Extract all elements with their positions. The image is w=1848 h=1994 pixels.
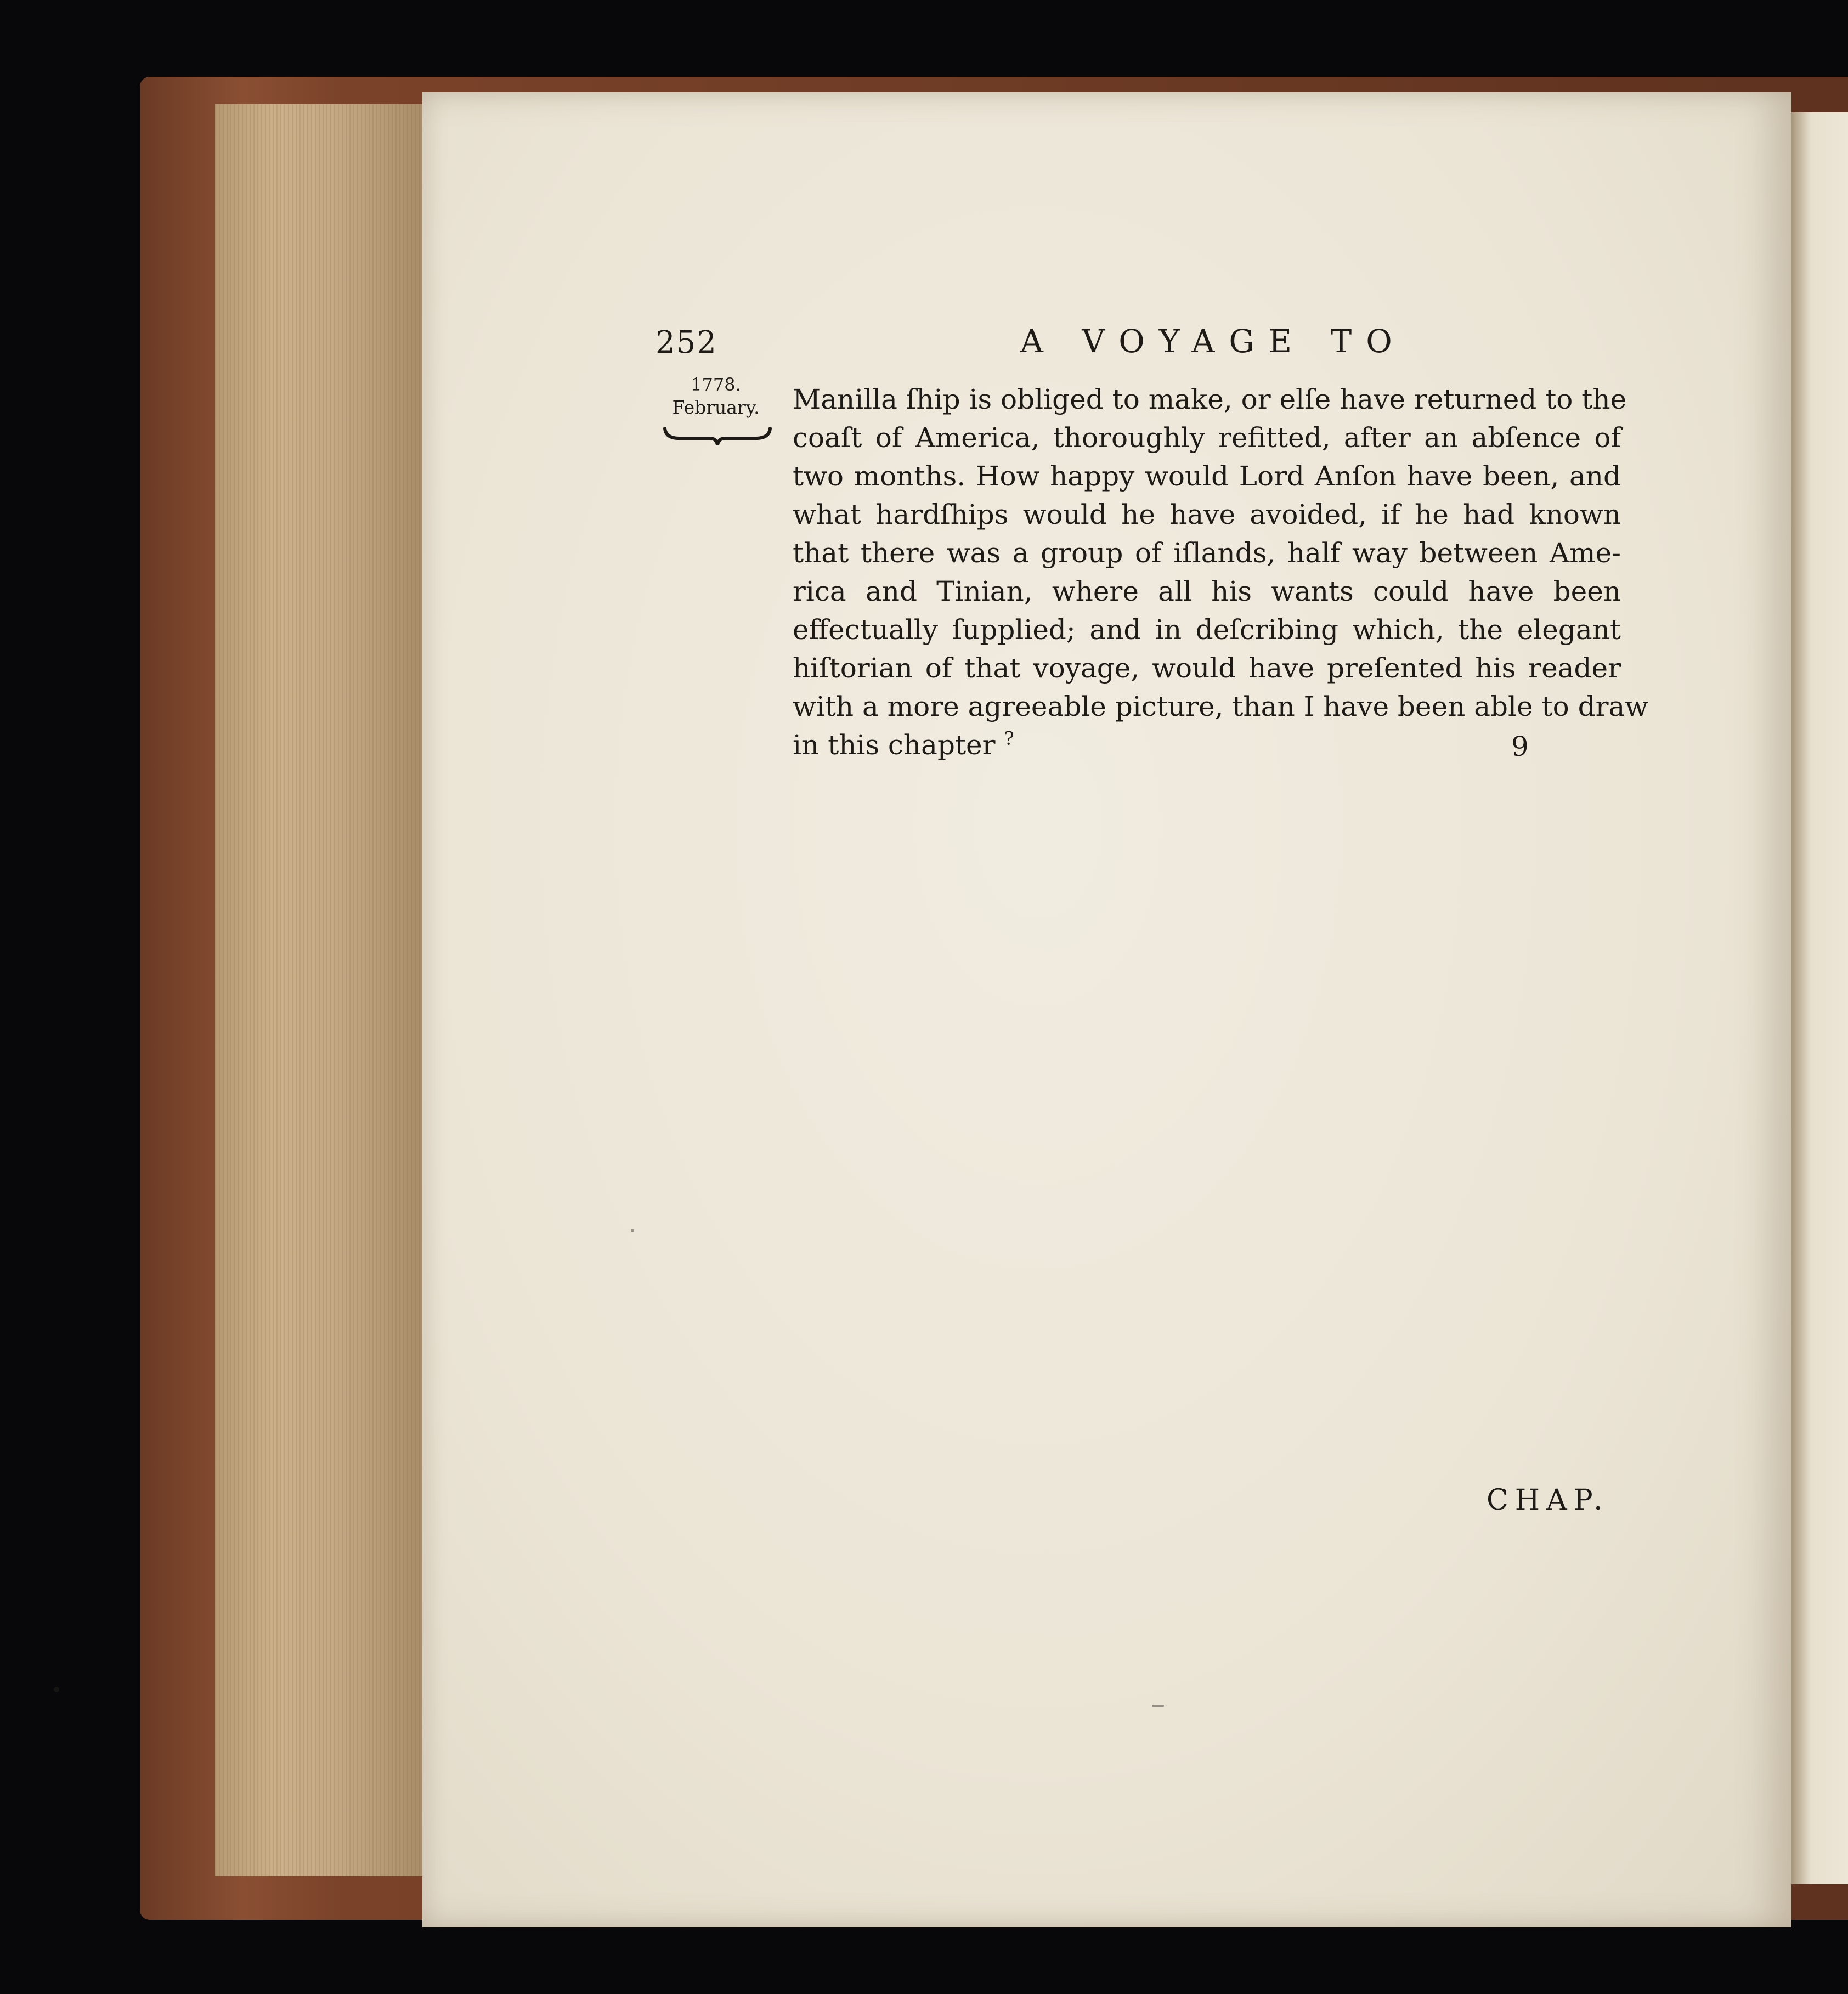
- margin-month: February.: [672, 397, 760, 418]
- margin-note: [666, 373, 765, 419]
- catchword: CHAP.: [1487, 1484, 1609, 1517]
- dust-speck: [54, 1687, 59, 1692]
- margin-year: 1778.: [691, 374, 741, 395]
- body-line: coaſt of America, thoroughly refitted, after an abſence of: [793, 422, 1621, 454]
- body-line: rica and Tinian, where all his wants could have been: [793, 575, 1621, 607]
- body-line: that there was a group of iſlands, half way between Ame-: [793, 537, 1621, 569]
- dust-speck: [631, 1229, 634, 1232]
- margin-brace-icon: [663, 425, 772, 447]
- body-line: hiſtorian of that voyage, would have preſented his reader: [793, 652, 1621, 684]
- body-line: two months. How happy would Lord Anſon have been, and: [793, 460, 1621, 492]
- running-head: A VOYAGE TO: [1020, 323, 1406, 360]
- signature-mark: 9: [1511, 731, 1529, 762]
- final-line-text: in this chapter: [793, 729, 996, 761]
- body-line: what hardſhips would he have avoided, if he had known: [793, 499, 1621, 530]
- body-line: effectually ſupplied; and in deſcribing which, the elegant: [793, 614, 1621, 646]
- body-line-final: [793, 726, 1621, 764]
- dust-speck: [1152, 1705, 1164, 1707]
- body-line: with a more agreeable picture, than I have been able to draw: [793, 691, 1649, 722]
- body-text: [793, 380, 1649, 764]
- page-number: 252: [655, 325, 717, 360]
- body-line: Manilla ſhip is obliged to make, or elſe have returned to the: [793, 383, 1627, 415]
- final-mark: ?: [1004, 727, 1014, 750]
